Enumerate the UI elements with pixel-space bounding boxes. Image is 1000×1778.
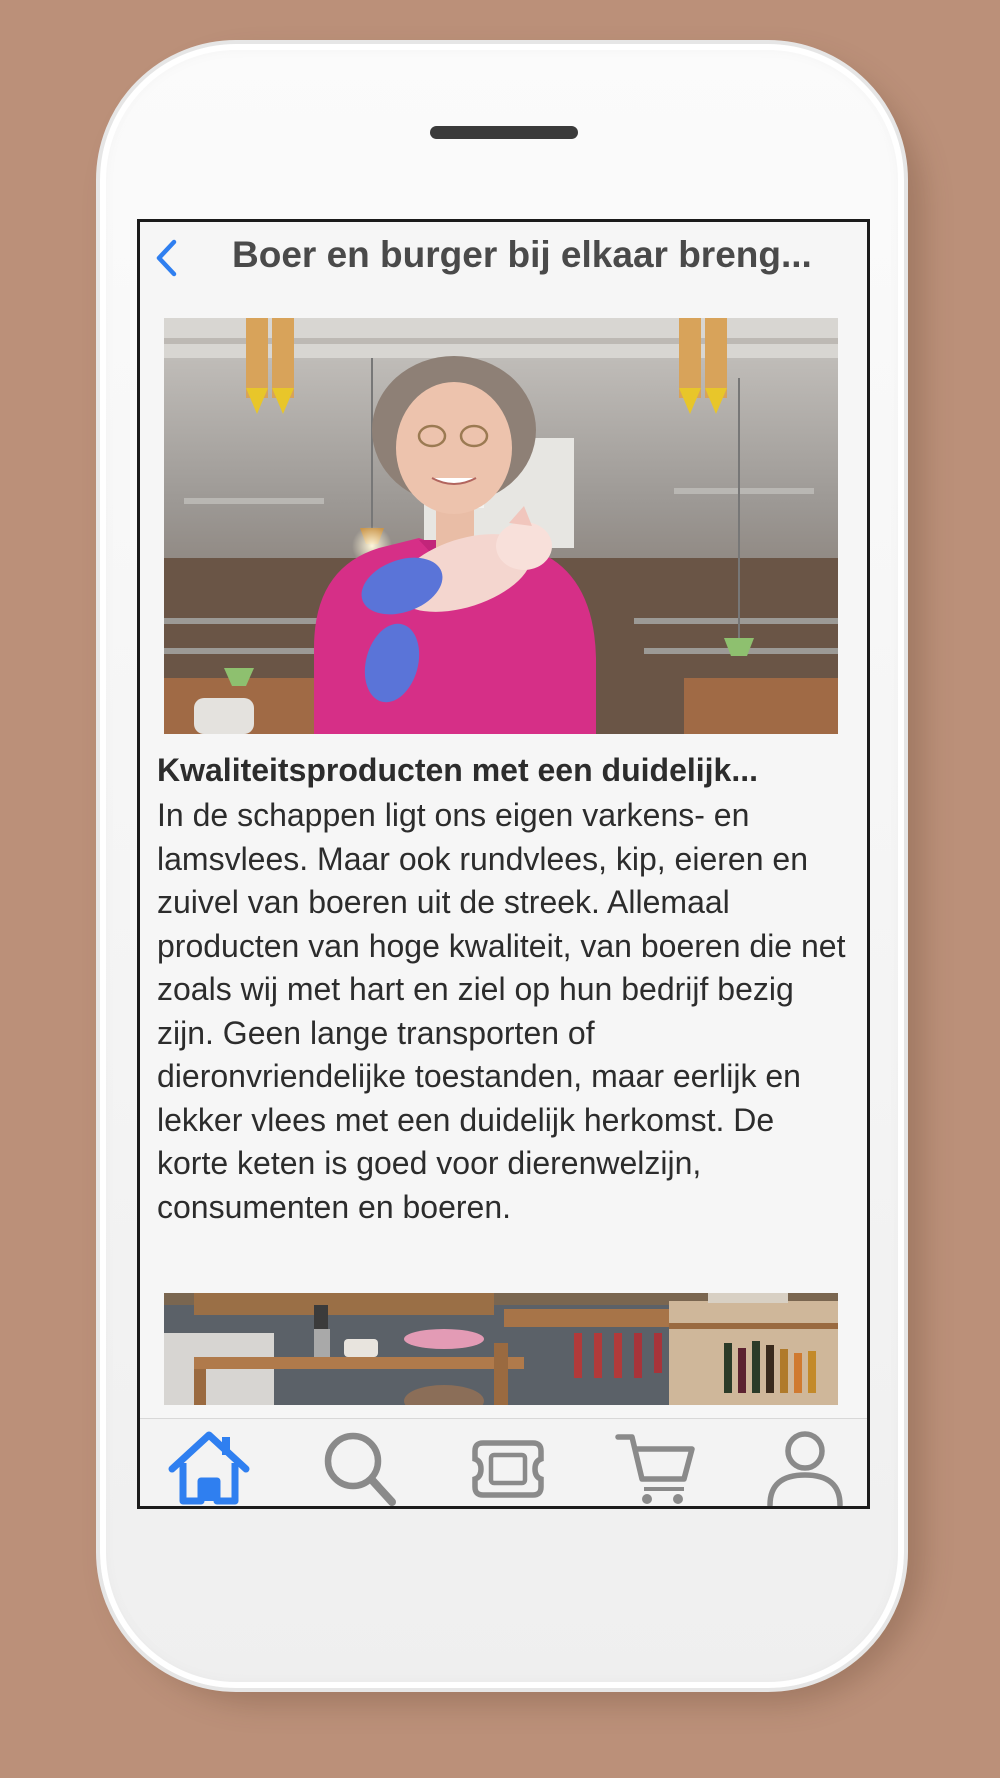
ticket-icon (465, 1427, 551, 1507)
tab-home[interactable] (166, 1427, 252, 1507)
tab-profile[interactable] (762, 1427, 848, 1507)
chevron-left-icon (150, 236, 190, 280)
tab-tickets[interactable] (465, 1427, 551, 1507)
phone-speaker (430, 126, 578, 139)
article-heading: Kwaliteitsproducten met een duidelijk... (157, 752, 758, 788)
tab-cart[interactable] (614, 1427, 700, 1507)
home-icon (166, 1427, 252, 1507)
profile-icon (762, 1427, 848, 1507)
navigation-bar (140, 222, 867, 298)
farm-shop-photo (164, 1293, 838, 1405)
search-icon (316, 1427, 402, 1507)
article-body: In de schappen ligt ons eigen varkens- en lamsvlees. Maar ook rundvlees, kip, eieren en zuivel van boeren uit de streek. Allemaal producten van hoge kwaliteit, van boeren die net zoals wij met hart en ziel op hun bedrijf bezig zijn. Geen lange transporten of dieronvriendelijke toestanden, maar eerlijk en lekker vlees met een duidelijk herkomst. De korte keten is goed voor dierenwelzijn, consumenten en boeren. (157, 797, 846, 1225)
cart-icon (614, 1427, 700, 1507)
page-title: Boer en burger bij elkaar breng... (232, 234, 812, 275)
tab-search[interactable] (316, 1427, 402, 1507)
farmer-with-piglet-photo (164, 318, 838, 734)
back-button[interactable] (150, 236, 190, 280)
app-screen (137, 219, 870, 1509)
tab-bar (140, 1418, 867, 1507)
